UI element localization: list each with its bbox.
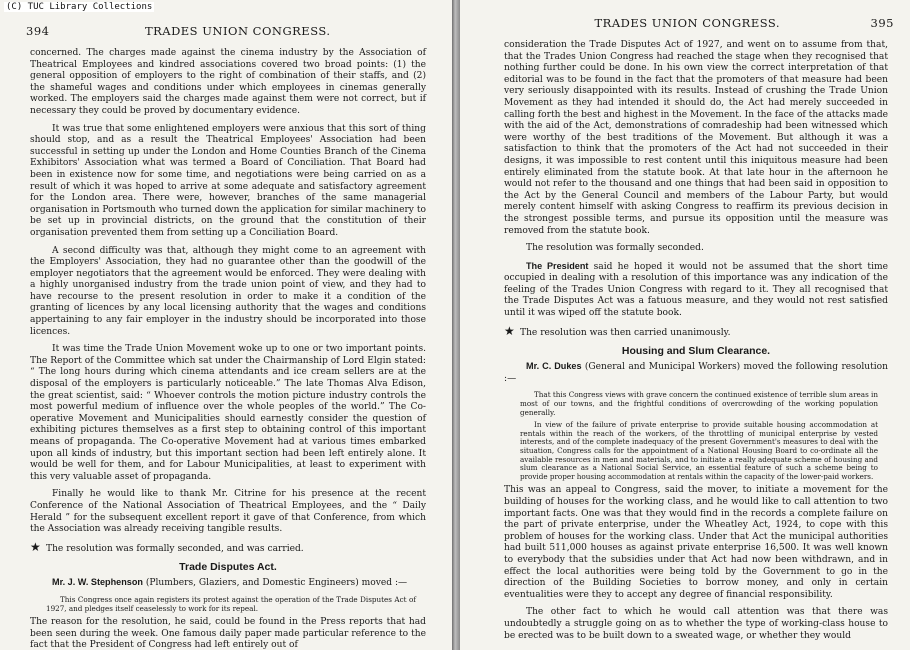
right-mover-name: Mr. C. Dukes bbox=[526, 361, 582, 372]
left-page-number: 394 bbox=[26, 24, 50, 38]
left-motion-text: This Congress once again registers its protest against the operation of the Trade Disputes Act of 1927, and pledges itself ceaselessly to work for its repeal. bbox=[46, 594, 416, 613]
star-icon: ★ bbox=[504, 323, 515, 338]
right-seconded: The resolution was formally seconded. bbox=[526, 243, 704, 254]
left-paragraph-2: It was true that some enlightened employers were anxious that this sort of thing should stop, and as a result the Theatrical Employees' Association had been successful in setting up under the London and Home Counties Branch of the Cinema Exhibitors' Association what was termed a Board of Conciliation. That Board had been in existence now for some time, and negotiations were being carried on as a result of which it was hoped to arrive at some adequate and satisfactory agreement for the London area. There were, however, branches of the same managerial organisation in Portsmouth who turned down the application for similar machinery to be set up in provincial districts, on the ground that the constitution of their organisation prevented them from setting up a Conciliation Board. bbox=[30, 123, 426, 238]
right-paragraph-1: consideration the Trade Disputes Act of 1927, and went on to assume from that, that the Trades Union Congress had reached the stage when they recognised that nothing further could be done. In his own view the correct interpretation of that editorial was to be found in the fact that the promoters of that measure had been very seriously disappointed with its results. Instead of crushing the Trade Union Movement as they had intended it should do, the Act had merely succeeded in calling forth the best and highest in the Movement. In the face of the attacks made with the aid of the Act, demonstrations of comradeship had been witnessed which were worthy of the best traditions of the Movement. But although it was a satisfaction to think that the promoters of the Act had not succeeded in their designs, it was impossible to rest content until this iniquitous measure had been entirely eliminated from the statute book. At that late hour in the afternoon he would not refer to the thousand and one things that had been said in opposition to the Act by the General Council and members of the Labour Party, but would merely content himself with asking Congress to reaffirm its previous decision in the strongest possible terms, and pursue its opposition until the measure was removed from the statute book. bbox=[504, 40, 889, 236]
left-after-paragraph: The reason for the resolution, he said, could be found in the Press reports that had been seen during the week. One famous daily paper made particular reference to the fact that the President of Congress had left entirely out of bbox=[30, 617, 426, 650]
president-label: The President bbox=[526, 260, 589, 271]
right-mover-line bbox=[504, 361, 888, 385]
right-paragraph-2: This was an appeal to Congress, said the mover, to initiate a movement for the building of houses for the working class, and he would like to call attention to two important facts. One was that they would find in the records a complete failure on the part of private enterprise, under the Wheatley Act, 1924, to cope with this problem of houses for the working class. Under that Act the municipal authorities had built 511,000 houses as against private enterprise 16,500. It was well known to everybody that the subsidies under that Act had now been withdrawn, and in effect the local authorities were being told by the Government to go in the direction of the Building Societies to borrow money, and only in certain eventualities were they to accept any degree of financial responsibility. bbox=[504, 485, 888, 600]
right-motion-1: That this Congress views with grave concern the continued existence of terrible slum areas in most of our towns, and the frightful conditions of overcrowding of the working population generally. bbox=[520, 390, 878, 417]
right-president-paragraph bbox=[504, 261, 888, 320]
left-resolution-outcome bbox=[30, 539, 426, 556]
right-resolution-outcome bbox=[504, 323, 888, 340]
star-icon: ★ bbox=[30, 539, 41, 554]
left-mover-rest: (Plumbers, Glaziers, and Domestic Engineers) moved :— bbox=[145, 578, 408, 589]
left-mover-name: Mr. J. W. Stephenson bbox=[52, 577, 143, 588]
right-running-head bbox=[504, 16, 894, 30]
left-running-head bbox=[26, 24, 426, 38]
copyright-watermark: (C) TUC Library Collections bbox=[6, 2, 153, 12]
left-paragraph-1: concerned. The charges made against the cinema industry by the Association of Theatrical Employees and kindred associations covered two broad points: (1) the general opposition of employers to the right of combination of their staffs, and (2) the shameful wages and conditions under which employees in cinemas generally worked. The employers said the charges made against them were not correct, but if necessary they could be proved by documentary evidence. bbox=[30, 48, 426, 116]
book-gutter bbox=[452, 0, 460, 650]
right-paragraph-3: The other fact to which he would call attention was that there was undoubtedly a struggle going on as to whether the type of working-class house to be erected was to be built down to a sweated wage, or whether they would bbox=[504, 607, 888, 641]
right-mover-rest: (General and Municipal Workers) moved the following resolution :— bbox=[504, 362, 888, 384]
left-page bbox=[0, 0, 452, 650]
left-paragraph-5: Finally he would like to thank Mr. Citrine for his presence at the recent Conference of the National Association of Theatrical Employees, and the “ Daily Herald ” for the subsequent excellent report it gave of that Conference, from which the Association was already receiving tangible results. bbox=[30, 489, 426, 535]
president-text: said he hoped it would not be assumed that the short time occupied in dealing with a resolution of this importance was any indication of the feeling of the Trades Union Congress with regard to it. They all recognised that the Trade Disputes Act was a fatuous measure, and they would not rest satisfied until it was wiped off the statute book. bbox=[504, 261, 888, 319]
section-title-trade-disputes: Trade Disputes Act. bbox=[179, 561, 277, 574]
section-title-housing: Housing and Slum Clearance. bbox=[621, 345, 771, 358]
right-outcome-text: The resolution was then carried unanimously. bbox=[520, 327, 731, 338]
left-running-title: TRADES UNION CONGRESS. bbox=[144, 24, 331, 38]
right-page bbox=[460, 0, 910, 650]
right-page-number: 395 bbox=[870, 16, 894, 30]
left-outcome-text: The resolution was formally seconded, and was carried. bbox=[46, 543, 304, 554]
right-motion-2: In view of the failure of private enterprise to provide suitable housing accommodation at rentals within the reach of the workers, of the throttling of municipal enterprise by vested interests, and of the complete inadequacy of the present Government's measures to deal with the situation, Congress calls for the appointment of a National Housing Board to co-ordinate all the available resources in men and materials, and to initiate a really adequate scheme of housing and slum clearance as a National Social Service, an essential feature of such a scheme being to provide proper housing accommodation at rentals within the capacity of the lower-paid workers. bbox=[520, 420, 878, 481]
right-running-title: TRADES UNION CONGRESS. bbox=[594, 16, 781, 30]
left-mover-line bbox=[30, 577, 426, 590]
left-paragraph-4: It was time the Trade Union Movement woke up to one or two important points. The Report of the Committee which sat under the Chairmanship of Lord Elgin stated: “ The long hours during which cinema attendants and ice cream sellers are at the disposal of the employers is particularly noticeable.” The late Thomas Alva Edison, the great scientist, said: “ Whoever controls the motion picture industry controls the most powerful medium of influence over the whole peoples of the world.” The Co-operative Movement and Municipalities should earnestly consider the question of exhibiting pictures themselves as a first step to obtaining control of this important means of propaganda. The Co-operative Movement had at various times embarked upon all kinds of industry, but this important section had been left entirely alone. It would be well for them, and for Labour Municipalities, at least to experiment with this very valuable asset of propaganda. bbox=[30, 344, 426, 482]
left-paragraph-3: A second difficulty was that, although they might come to an agreement with the Employers' Association, they had no guarantee other than the goodwill of the employer negotiators that the agreement would be enforced. They were dealing with a highly unorganised industry from the trade union point of view, and they had to have recourse to the present resolution in order to make it a condition of the granting of licences by any local licensing authority that the wages and conditions appertaining to any fair employer in the industry should be incorporated into those licences. bbox=[30, 245, 426, 337]
